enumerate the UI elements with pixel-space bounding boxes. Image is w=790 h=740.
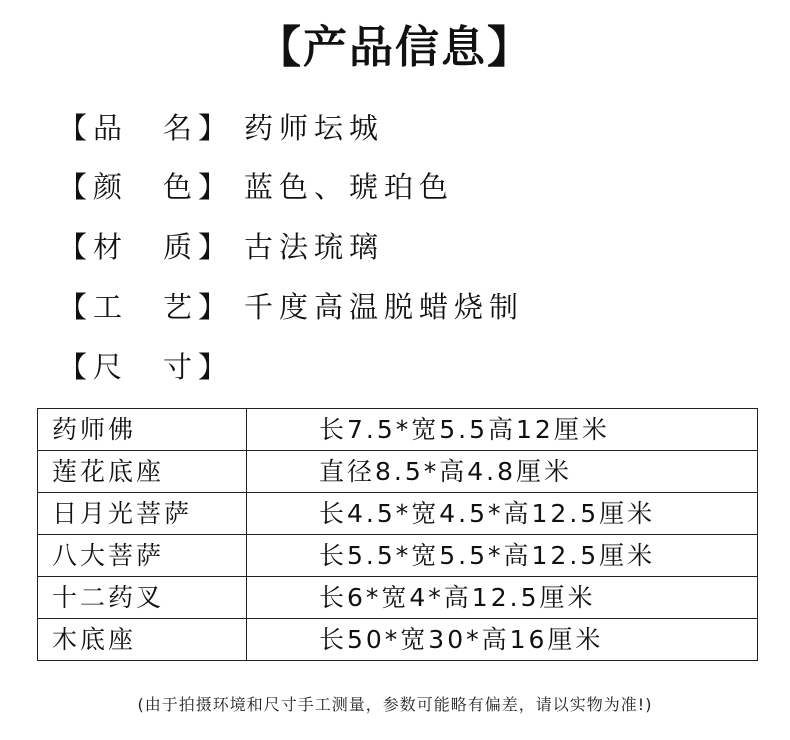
info-row-color: [58, 165, 454, 209]
info-row-name: [58, 106, 384, 150]
item-size-cell: 直径8.5*高4.8厘米: [247, 451, 758, 493]
info-label: 【颜 色】: [58, 170, 234, 204]
table-row: [38, 409, 758, 451]
page-title: 【产品信息】: [257, 22, 533, 73]
item-size-cell: 长4.5*宽4.5*高12.5厘米: [247, 493, 758, 535]
size-table: [37, 408, 758, 661]
table-row: [38, 535, 758, 577]
info-value: 古法琉璃: [244, 230, 385, 264]
table-row: [38, 451, 758, 493]
item-size-cell: 长7.5*宽5.5高12厘米: [247, 409, 758, 451]
info-row-craft: [58, 285, 524, 329]
item-name-cell: 十二药叉: [38, 577, 247, 619]
table-row: [38, 493, 758, 535]
info-label: 【工 艺】: [58, 290, 234, 324]
table-row: [38, 577, 758, 619]
info-value: 千度高温脱蜡烧制: [244, 290, 525, 324]
item-name-cell: 日月光菩萨: [38, 493, 247, 535]
item-name-cell: 药师佛: [38, 409, 247, 451]
info-label: 【材 质】: [58, 230, 234, 264]
item-size-cell: 长6*宽4*高12.5厘米: [247, 577, 758, 619]
item-name-cell: 莲花底座: [38, 451, 247, 493]
table-row: [38, 619, 758, 661]
info-label: 【品 名】: [58, 111, 234, 145]
info-row-size: [58, 345, 244, 389]
info-value: 蓝色、琥珀色: [244, 170, 455, 204]
info-label: 【尺 寸】: [58, 350, 234, 384]
item-size-cell: 长5.5*宽5.5*高12.5厘米: [247, 535, 758, 577]
measurement-disclaimer: (由于拍摄环境和尺寸手工测量，参数可能略有偏差，请以实物为准!): [137, 695, 653, 714]
item-name-cell: 八大菩萨: [38, 535, 247, 577]
info-row-material: [58, 225, 384, 269]
item-size-cell: 长50*宽30*高16厘米: [247, 619, 758, 661]
info-value: 药师坛城: [244, 111, 385, 145]
item-name-cell: 木底座: [38, 619, 247, 661]
